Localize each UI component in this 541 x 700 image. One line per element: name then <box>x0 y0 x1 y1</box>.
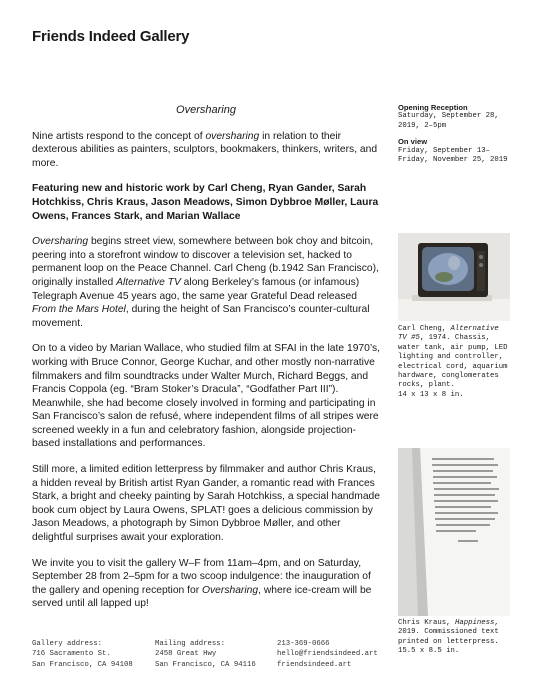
website-link[interactable]: friendsindeed.art <box>277 660 352 669</box>
kraus-caption: Chris Kraus, Happiness, 2019. Commissioned text printed on letterpress. 15.5 x 8.5 in. <box>398 619 510 657</box>
happiness-photo <box>398 448 510 616</box>
featuring-paragraph: Featuring new and historic work by Carl Cheng, Ryan Gander, Sarah Hotchkiss, Chris Kraus, Jason Meadows, Simon Dybbroe Møller, Laura Owens, Frances Stark, and Marian Wallace <box>32 183 379 222</box>
email-link[interactable]: hello@friendsindeed.art <box>277 650 378 659</box>
body-paragraph-more: Still more, a limited edition letterpress by filmmaker and author Chris Kraus, a hidden reveal by British artist Ryan Gander, a romantic read with Frances Stark, a bright and cheeky painting by Sarah Hotchkiss, a special handmade book cum object by Laura Owens, SPLAT! goes a delicious commission by Jason Meadows, a photograph by Simon Dybbroe Møller, and other delightful surprises await your exploration. <box>32 464 381 544</box>
main-text <box>32 104 380 623</box>
reception-date: Saturday, September 28, 2019, 2–5pm <box>398 112 499 130</box>
mailing-address: Mailing address: 2458 Great Hwy San Francisco, CA 94116 <box>155 640 256 669</box>
happiness-letterpress-image <box>398 448 510 616</box>
on-view-dates: Friday, September 13–Friday, November 25, 2019 <box>398 146 508 165</box>
intro-paragraph: Nine artists respond to the concept of oversharing in relation to their dexterous abilities as painters, sculptors, bookmakers, thinkers, writers, and more. <box>32 130 378 169</box>
exhibition-title: Oversharing <box>176 104 236 116</box>
gallery-name: Friends Indeed Gallery <box>32 28 190 45</box>
event-details <box>398 103 510 165</box>
reception-label: Opening Reception <box>398 103 468 112</box>
on-view-label: On view <box>398 137 428 147</box>
alternative-tv-image <box>398 233 510 321</box>
body-paragraph-invite: We invite you to visit the gallery W–F from 11am–4pm, and on Saturday, September 28 from 2–5pm for a two scoop indulgence: the inauguration of the gallery and opening reception for Oversharing, where ice-cream will be served until all lapped up! <box>32 557 372 610</box>
phone-number: 213-369-0666 <box>277 640 330 648</box>
alternative-tv-photo <box>398 233 510 321</box>
cheng-dimensions: 14 x 13 x 8 in. <box>398 390 464 399</box>
body-paragraph-cheng: Oversharing begins street view, somewhere between bok choy and bitcoin, peering into a storefront window to discover a television set, hacked to permanent loop on the Peace Channel. Carl Cheng (b.1942 San Francisco), originally installed Alternative TV along Berkeley’s famous (or infamous) Telegraph Avenue 45 years ago, the same year Grateful Dead released From the Mars Hotel, during the height of San Francisco’s counter-cultural movement. <box>32 236 379 329</box>
gallery-address: Gallery address: 716 Sacramento St. San Francisco, CA 94108 <box>32 640 133 669</box>
contact-info <box>277 639 378 670</box>
kraus-dimensions: 15.5 x 8.5 in. <box>398 647 460 656</box>
cheng-caption: Carl Cheng, Alternative TV #5, 1974. Chassis, water tank, air pump, LED lighting and controller, electrical cord, aquarium hardware, conglomerates rocks, plant. 14 x 13 x 8 in. <box>398 325 510 400</box>
body-paragraph-wallace: On to a video by Marian Wallace, who studied film at SFAI in the late 1970’s, working with Bruce Connor, George Kuchar, and other mostly non-narrative filmmakers and film soundtracks under Walter Murch, Richard Beggs, and Francis Coppola (eg. “Bram Stoker’s Dracula”, “Godfather Part III”). Meanwhile, she had become closely involved in forming and participating in San Francisco’s salon de refusé, where independent films of all stripes were screened weekly in a fun and celebratory fashion, alongside projection-based installations and performances. <box>32 343 380 450</box>
